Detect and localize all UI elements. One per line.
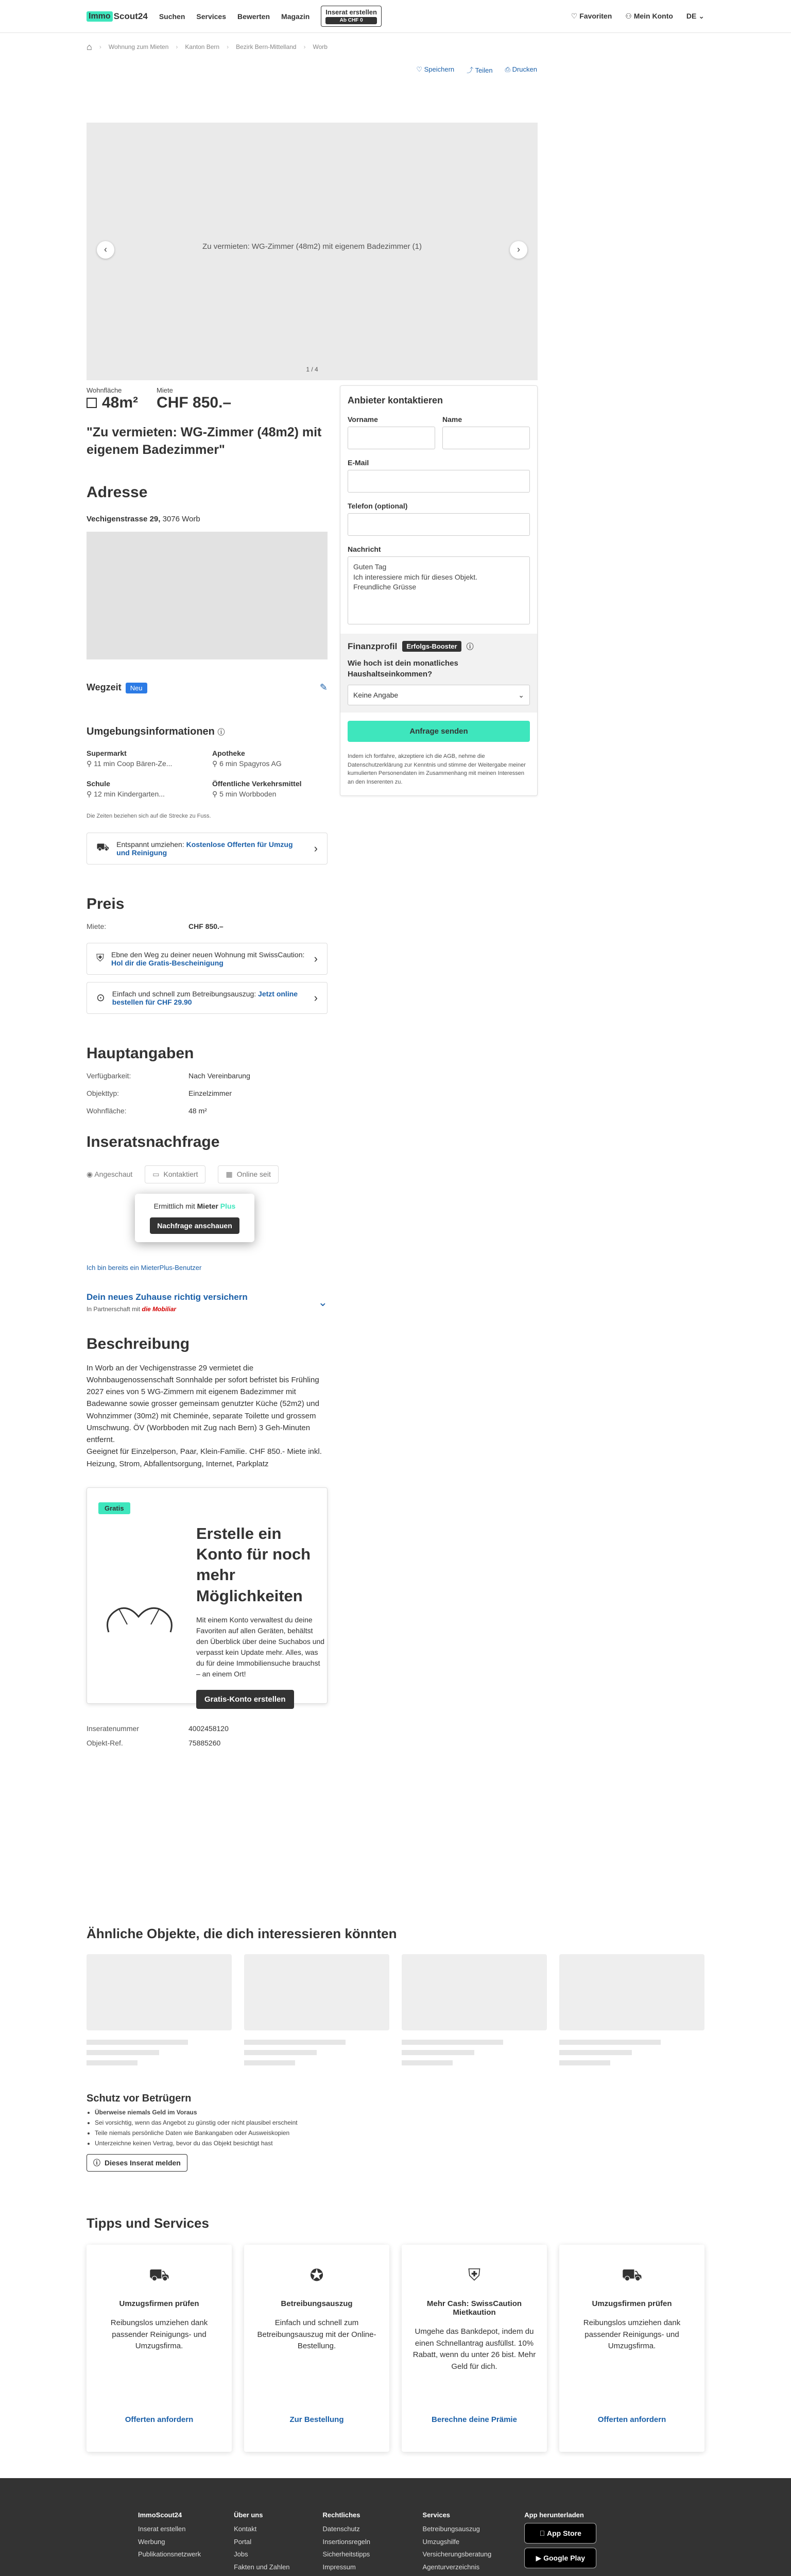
insert-listing-button[interactable]: Inserat erstellen Ab CHF 0 xyxy=(321,6,382,27)
surrounding-item: Schule ⚲ 12 min Kindergarten... xyxy=(87,779,165,798)
last-name-field[interactable] xyxy=(442,427,530,449)
footer-link[interactable]: Agenturverzeichnis xyxy=(422,2563,480,2571)
walk-icon: ⚲ xyxy=(87,789,92,798)
nav-bewerten[interactable]: Bewerten xyxy=(237,12,270,21)
listing-card-placeholder[interactable] xyxy=(402,1954,547,2069)
description-heading: Beschreibung xyxy=(87,1335,190,1352)
swisscaution-card[interactable]: ⛨ Ebne den Weg zu deiner neuen Wohnung mit SwissCaution: Hol dir die Gratis-Bescheinigung › xyxy=(87,943,328,975)
shield-icon: ⛨ xyxy=(96,953,104,964)
chevron-right-icon: › xyxy=(176,43,178,50)
info-row: Objekttyp: Einzelzimmer xyxy=(87,1089,232,1097)
send-request-button[interactable]: Anfrage senden xyxy=(348,721,530,742)
demand-stats xyxy=(87,1165,328,1183)
footer-link[interactable]: Werbung xyxy=(138,2537,165,2546)
first-name-field[interactable] xyxy=(348,427,435,449)
info-row: Verfügbarkeit: Nach Vereinbarung xyxy=(87,1071,250,1080)
account-link[interactable]: ⚇ Mein Konto xyxy=(625,12,673,20)
breadcrumb-current: Worb xyxy=(313,43,328,50)
heart-hands-illustration xyxy=(98,1596,181,1642)
tip-link[interactable]: Berechne deine Prämie xyxy=(432,2415,517,2424)
address-heading: Adresse xyxy=(87,483,148,501)
insurance-box[interactable]: Dein neues Zuhause richtig versichern In Partnerschaft mit die Mobiliar ⌄ xyxy=(87,1292,328,1313)
chevron-down-icon: ⌄ xyxy=(518,690,524,699)
footer-link[interactable]: Fakten und Zahlen xyxy=(234,2563,290,2571)
tip-card: ⛟ Umzugsfirmen prüfen Reibungslos umziehen dank passender Reinigungs- und Umzugsfirma. Offerten anfordern xyxy=(87,2245,232,2452)
booster-badge: Erfolgs-Booster xyxy=(402,641,461,652)
print-button[interactable]: ⎙ Drucken xyxy=(505,65,537,73)
finance-profile: Finanzprofil Erfolgs-Booster ⓘ Wie hoch ist dein monatliches Haushaltseinkommen? Keine Angabe ⌄ xyxy=(340,634,537,713)
key-facts xyxy=(87,386,328,412)
info-row: Wohnfläche: 48 m² xyxy=(87,1106,207,1115)
surrounding-item: Supermarkt ⚲ 11 min Coop Bären-Ze... xyxy=(87,749,173,768)
footer-link[interactable]: Sicherheitstipps xyxy=(322,2550,370,2558)
footer-column: Über uns Kontakt Portal Jobs Fakten und Zahlen xyxy=(234,2511,289,2576)
nav-suchen[interactable]: Suchen xyxy=(159,12,185,21)
play-icon: ▶ xyxy=(536,2553,542,2562)
surroundings-heading: Umgebungsinformationen ⓘ xyxy=(87,725,225,737)
promo-title: Erstelle ein Konto für noch mehr Möglichkeiten xyxy=(196,1524,311,1605)
report-listing-button[interactable]: ⓘ Dieses Inserat melden xyxy=(87,2154,187,2172)
mieterplus-popup: Ermittlich mit Mieter Plus Nachfrage anschauen xyxy=(135,1194,254,1242)
new-badge: Neu xyxy=(126,683,147,693)
google-play-badge[interactable]: ▶ Google Play xyxy=(524,2548,596,2568)
footer-link[interactable]: Inserat erstellen xyxy=(138,2525,186,2533)
tip-link[interactable]: Offerten anfordern xyxy=(597,2415,666,2424)
site-footer xyxy=(0,2478,791,2576)
phone-field[interactable] xyxy=(348,513,530,536)
shield-icon: ⛨ xyxy=(468,2265,480,2284)
gallery-prev-button[interactable] xyxy=(97,241,114,259)
chevron-right-icon: › xyxy=(314,991,318,1004)
fraud-tip: • Unterzeichne keinen Vertrag, bevor du das Objekt besichtigt hast xyxy=(95,2140,550,2147)
footer-column: Services Betreibungsauszug Umzugshilfe Versicherungsberatung Agenturverzeichnis xyxy=(423,2511,492,2576)
footer-link[interactable] xyxy=(423,2574,492,2576)
footer-link[interactable]: Umzugshilfe xyxy=(422,2537,460,2546)
truck-icon: ⛟ xyxy=(621,2265,643,2284)
image-gallery[interactable] xyxy=(87,123,538,380)
language-select[interactable]: DE ⌄ xyxy=(686,12,704,20)
similar-heading: Ähnliche Objekte, die dich interessieren könnten xyxy=(87,1926,397,1941)
area-icon xyxy=(87,398,97,408)
favorites-link[interactable]: ♡ Favoriten xyxy=(571,12,612,20)
location-icon: ⊙ xyxy=(96,992,105,1004)
badge-icon: ✪ xyxy=(309,2266,324,2284)
description-text: In Worb an der Vechigenstrasse 29 vermietet die Wohnbaugenossenschaft Sonnhalde per sofort befristet bis Frühling 2027 eines von 5 WG-Zimmern mit eigenem Badezimmer mit Badewanne sowie grosser gemeinsam genutzter Küche (52m2) und Wohnzimmer (30m2) mit Cheminée, separate Toilette und grossem Umschwung. ÖV (Worbboden mit Zug nach Bern) 3 Geh-Minuten entfernt. Geeignet für Einzelperson, Paar, Klein-Familie. CHF 850.- Miete inkl. Heizung, Strom, Abfallentsorgung, Internet, Parkplatz xyxy=(87,1363,322,1468)
main-info-heading: Hauptangaben xyxy=(87,1044,194,1062)
main-content xyxy=(87,385,328,1747)
similar-listings xyxy=(87,1926,704,2069)
walk-icon: ⚲ xyxy=(212,789,218,798)
nav-magazin[interactable]: Magazin xyxy=(281,12,310,21)
breadcrumb-item[interactable]: Bezirk Bern-Mittelland xyxy=(236,43,297,50)
footer-column: Rechtliches Datenschutz Insertionsregeln Sicherheitstipps Impressum xyxy=(323,2511,390,2576)
moving-offer-card[interactable]: ⛟ Entspannt umziehen: Kostenlose Offerten für Umzug und Reinigung › xyxy=(87,833,328,865)
mieterplus-login-link[interactable]: Ich bin bereits ein MieterPlus-Benutzer xyxy=(87,1263,202,1272)
travel-time: Wegzeit Neu ✎ xyxy=(87,682,328,692)
create-account-button[interactable]: Gratis-Konto erstellen xyxy=(196,1690,294,1709)
chevron-left-icon: ‹ xyxy=(104,244,107,255)
listing-title: "Zu vermieten: WG-Zimmer (48m2) mit eigenem Badezimmer" xyxy=(87,425,322,457)
surroundings-note: Die Zeiten beziehen sich auf die Strecke zu Fuss. xyxy=(87,812,211,819)
footer-link[interactable] xyxy=(323,2574,390,2576)
contact-form: Anbieter kontaktieren Vorname Name E-Mail Telefon (optional) Nachricht Guten Tag Ich interessiere mich für dieses Objekt. Freundliche Grüsse Finanzprofil Erfolgs-Booster ⓘ Wie hoch ist dein monatliches Haushaltseinkommen? Keine Angabe ⌄ Anfrage senden Indem ich fortfahre, akzeptiere ich die AGB, nehme die Datenschutzerklärung zur Kenntnis und stimme der Weitergabe meiner kumulierten Personendaten im Zusammenhang mit meinen Interessen an den Inserenten zu. xyxy=(340,385,538,796)
walk-icon: ⚲ xyxy=(87,759,92,768)
logo[interactable]: Immo Scout24 xyxy=(87,11,148,22)
footer-link[interactable]: Jobs xyxy=(234,2550,248,2558)
user-icon: ⚇ xyxy=(625,12,632,20)
heart-icon: ♡ xyxy=(571,12,578,20)
listing-actions xyxy=(0,61,791,78)
tip-card: ✪ Betreibungsauszug Einfach und schnell zum Betreibungsauszug mit der Online-Bestellung. Zur Bestellung xyxy=(244,2245,389,2452)
tip-card: ⛟ Umzugsfirmen prüfen Reibungslos umziehen dank passender Reinigungs- und Umzugsfirma. Offerten anfordern xyxy=(559,2245,704,2452)
app-store-badge[interactable]: App Store xyxy=(524,2523,596,2544)
tip-card: ⛨ Mehr Cash: SwissCaution Mietkaution Umgehe das Bankdepot, indem du einen Schnellantrag ausfüllst. 10% Rabatt, wenn du unter 26 bist. Mehr Geld für dich. Berechne deine Prämie xyxy=(402,2245,547,2452)
legal-text: Indem ich fortfahre, akzeptiere ich die AGB, nehme die Datenschutzerklärung zur Kenntnis und stimme der Weitergabe meiner kumulierten Personendaten im Zusammenhang mit meinen Interessen an den Inserenten zu. xyxy=(348,753,526,785)
rent-fact: Miete CHF 850.– xyxy=(157,386,232,411)
area-fact: Wohnfläche 48m² xyxy=(87,386,139,411)
fraud-tip: • Überweise niemals Geld im Voraus xyxy=(95,2109,550,2116)
view-demand-button[interactable]: Nachfrage anschauen xyxy=(150,1217,239,1234)
nav-services[interactable]: Services xyxy=(196,12,226,21)
breadcrumb-item[interactable]: Wohnung zum Mieten xyxy=(108,43,169,50)
account-promo-card xyxy=(87,1487,328,1704)
listing-card-placeholder[interactable] xyxy=(87,1954,232,2069)
surrounding-item: Apotheke ⚲ 6 min Spagyros AG xyxy=(212,749,282,768)
free-badge: Gratis xyxy=(98,1502,130,1514)
chevron-right-icon: › xyxy=(314,952,318,965)
mobiliar-logo: die Mobiliar xyxy=(142,1305,177,1313)
footer-link[interactable]: Versicherungsberatung xyxy=(422,2550,492,2558)
message-field[interactable]: Guten Tag Ich interessiere mich für dieses Objekt. Freundliche Grüsse xyxy=(348,556,530,624)
truck-icon: ⛟ xyxy=(148,2265,170,2284)
map[interactable] xyxy=(87,532,328,659)
info-icon[interactable]: ⓘ xyxy=(217,727,225,736)
address-text: Vechigenstrasse 29, 3076 Worb xyxy=(87,514,200,523)
listing-card-placeholder[interactable] xyxy=(559,1954,704,2069)
save-button[interactable]: ♡ Speichern xyxy=(416,65,455,73)
chevron-down-icon: ⌄ xyxy=(698,12,704,20)
gallery-next-button[interactable] xyxy=(510,241,527,259)
edit-icon[interactable]: ✎ xyxy=(319,682,328,692)
chevron-right-icon: › xyxy=(227,43,229,50)
breadcrumb-item[interactable]: Kanton Bern xyxy=(185,43,220,50)
listing-card-placeholder[interactable] xyxy=(244,1954,389,2069)
tips-heading: Tipps und Services xyxy=(87,2215,209,2231)
contact-icon: ▭ xyxy=(152,1170,160,1178)
chevron-right-icon: › xyxy=(99,43,101,50)
chevron-right-icon: › xyxy=(314,841,318,855)
share-icon: ⤴ xyxy=(467,66,474,74)
help-icon[interactable]: ⓘ xyxy=(466,642,474,651)
promo-text: Mit einem Konto verwaltest du deine Favoriten auf allen Geräten, behältst den Überblick über deine Suchabos und verpasst kein Update mehr. Alles, was du für deine Immobiliensuche brauchst – an einem Ort! xyxy=(196,1615,325,1678)
warning-icon: ⓘ xyxy=(93,2159,100,2167)
fraud-tip: • Teile niemals persönliche Daten wie Bankangaben oder Ausweiskopien xyxy=(95,2129,550,2137)
apple-icon xyxy=(540,2529,545,2537)
surroundings-grid xyxy=(87,749,328,799)
walk-icon: ⚲ xyxy=(212,759,218,768)
contacted-stat: ▭ Kontaktiert xyxy=(145,1165,205,1183)
fraud-tip: • Sei vorsichtig, wenn das Angebot zu günstig oder nicht plausibel erscheint xyxy=(95,2119,550,2126)
chevron-right-icon: › xyxy=(517,244,520,255)
tip-link[interactable]: Zur Bestellung xyxy=(289,2415,344,2424)
demand-section xyxy=(87,1133,328,1272)
share-button[interactable]: ⤴ Teilen xyxy=(467,66,493,74)
footer-link[interactable]: Kontakt xyxy=(234,2525,257,2533)
contact-heading: Anbieter kontaktieren xyxy=(348,395,443,405)
fraud-protection xyxy=(87,2093,550,2172)
fraud-heading: Schutz vor Betrügern xyxy=(87,2093,192,2104)
footer-link[interactable]: Datenschutz xyxy=(322,2525,360,2533)
footer-column: ImmoScout24 Inserat erstellen Werbung Publikationsnetzwerk xyxy=(138,2511,201,2576)
email-field[interactable] xyxy=(348,470,530,493)
footer-link[interactable] xyxy=(234,2574,289,2576)
online-since-stat: ▦ Online seit xyxy=(218,1165,278,1183)
footer-link[interactable]: Publikationsnetzwerk xyxy=(138,2550,201,2558)
price-heading: Preis xyxy=(87,895,125,912)
viewed-stat: ◉ Angeschaut xyxy=(87,1170,133,1178)
printer-icon: ⎙ xyxy=(505,65,510,73)
price-section: Preis Miete: CHF 850.– ⛨ Ebne den Weg zu deiner neuen Wohnung mit SwissCaution: Hol dir die Gratis-Bescheinigung › ⊙ Einfach und schnell zum Betreibungsauszug: Jetzt online bestellen für CHF 29.90 › xyxy=(87,895,328,1014)
surrounding-item: Öffentliche Verkehrsmittel ⚲ 5 min Worbboden xyxy=(212,779,302,798)
footer-link[interactable]: Betreibungsauszug xyxy=(422,2525,480,2533)
chevron-right-icon: › xyxy=(303,43,306,50)
eye-icon: ◉ xyxy=(87,1170,93,1178)
heart-icon: ♡ xyxy=(416,65,422,73)
chevron-down-icon: ⌄ xyxy=(318,1295,328,1309)
tip-link[interactable]: Offerten anfordern xyxy=(125,2415,194,2424)
app-download: App herunterladen App Store ▶ Google Play xyxy=(524,2511,596,2576)
tips-services xyxy=(87,2215,704,2452)
income-select[interactable]: Keine Angabe ⌄ xyxy=(348,685,530,705)
footer-link[interactable]: Impressum xyxy=(322,2563,356,2571)
listing-ids: Inseratenummer 4002458120 Objekt-Ref. 75885260 xyxy=(87,1724,229,1747)
demand-heading: Inseratsnachfrage xyxy=(87,1133,220,1150)
footer-link[interactable]: Insertionsregeln xyxy=(322,2537,371,2546)
price-chip: Ab CHF 0 xyxy=(325,17,377,24)
image-alt-text: Zu vermieten: WG-Zimmer (48m2) mit eigenem Badezimmer (1) xyxy=(202,242,422,251)
breadcrumb xyxy=(0,33,791,61)
footer-link[interactable]: Portal xyxy=(234,2537,252,2546)
main-info-section xyxy=(87,1045,328,1115)
truck-icon: ⛟ xyxy=(96,842,110,853)
description-section xyxy=(87,1335,328,1470)
debt-register-card[interactable]: ⊙ Einfach und schnell zum Betreibungsauszug: Jetzt online bestellen für CHF 29.90 › xyxy=(87,982,328,1014)
home-icon[interactable]: ⌂ xyxy=(87,41,92,52)
calendar-icon: ▦ xyxy=(226,1170,233,1178)
site-header xyxy=(0,0,791,33)
gallery-counter: 1 / 4 xyxy=(306,366,318,373)
